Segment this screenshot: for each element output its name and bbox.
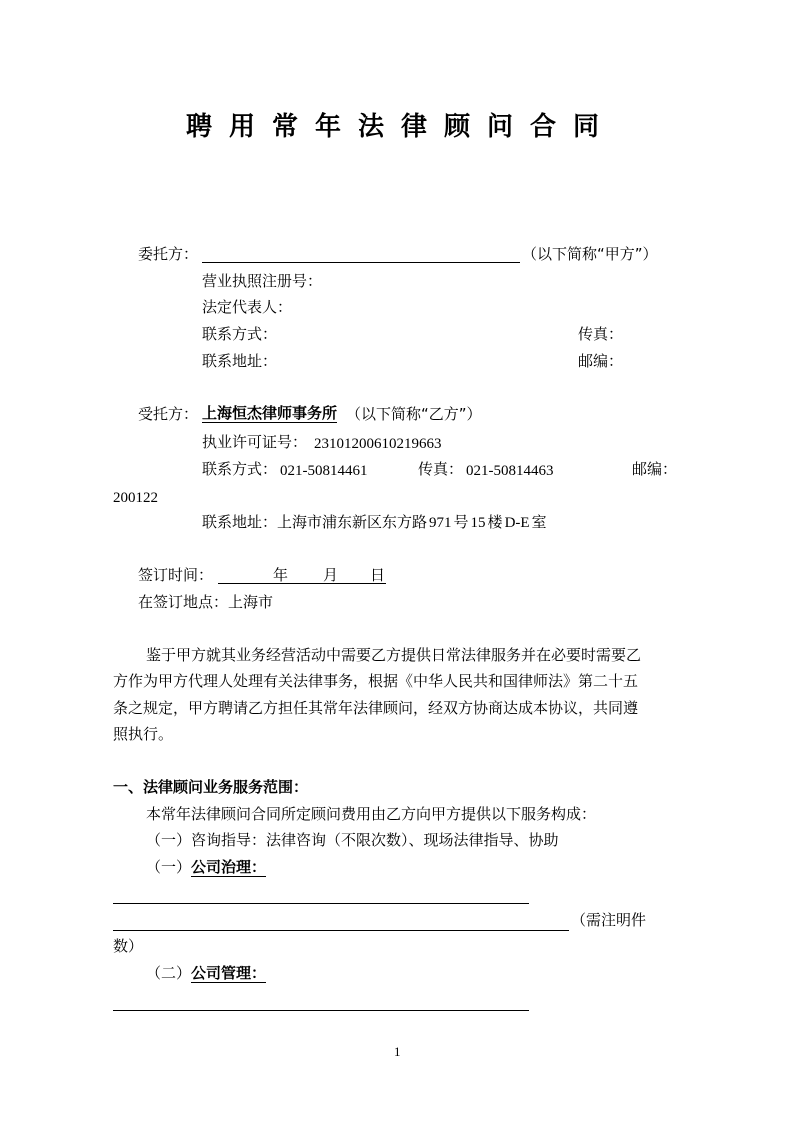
party-b-address-part: D-E <box>504 515 530 531</box>
blank-line <box>113 903 529 904</box>
party-a-license-label: 营业执照注册号： <box>202 272 323 290</box>
party-a-rep-label: 法定代表人： <box>202 298 293 316</box>
party-b-address-part: 上海市浦东新区东方路 <box>277 513 428 531</box>
party-a-label: 委托方： <box>138 245 199 263</box>
party-b-contact-label: 联系方式： <box>202 460 278 478</box>
signing-year: 年 <box>273 566 289 584</box>
blank-line <box>113 930 569 931</box>
document-title: 聘用常年法律顾问合同 <box>186 112 617 142</box>
governance-title: 公司治理： <box>191 858 267 876</box>
section-1-item-management <box>146 964 266 982</box>
governance-prefix: （一） <box>146 858 192 876</box>
party-a-contact-label: 联系方式： <box>202 325 278 343</box>
party-b-address-label: 联系地址： <box>202 513 278 531</box>
party-b-zip-value: 200122 <box>113 490 158 506</box>
intro-line: 鉴于甲方就其业务经营活动中需要乙方提供日常法律服务并在必要时需要乙 <box>146 646 642 664</box>
intro-line: 照执行。 <box>113 725 174 743</box>
party-b-address <box>202 513 547 532</box>
party-a-suffix: （以下简称“甲方”） <box>522 245 658 263</box>
management-title: 公司管理： <box>191 964 267 982</box>
party-b-fax-label: 传真： <box>418 460 464 478</box>
party-b-name: 上海恒杰律师事务所 <box>202 404 338 422</box>
section-1-intro: 本常年法律顾问合同所定顾问费用由乙方向甲方提供以下服务构成： <box>146 805 597 823</box>
party-b-license-value: 23101200610219663 <box>314 436 442 452</box>
signing-month: 月 <box>323 566 339 584</box>
party-b-suffix: （以下简称“乙方”） <box>346 405 482 423</box>
party-a-zip-label: 邮编： <box>578 352 624 370</box>
blank-line <box>113 1010 529 1011</box>
section-1-heading: 一、法律顾问业务服务范围： <box>113 778 309 796</box>
party-b-fax-value: 021-50814463 <box>466 463 554 479</box>
party-b-address-part: 室 <box>531 513 547 531</box>
party-b-zip-label: 邮编： <box>632 460 678 478</box>
section-1-item-consult: （一）咨询指导：法律咨询（不限次数）、现场法律指导、协助 <box>146 831 559 849</box>
signing-date-blank <box>218 583 386 584</box>
management-prefix: （二） <box>146 964 192 982</box>
intro-line: 条之规定，甲方聘请乙方担任其常年法律顾问，经双方协商达成本协议，共同遵 <box>113 699 639 717</box>
signing-time-label: 签订时间： <box>138 566 214 584</box>
section-1-item-governance <box>146 858 266 876</box>
party-b-address-part: 号 <box>453 513 469 531</box>
section-1-note: （需注明件 <box>571 911 647 929</box>
party-b-address-part: 15 <box>470 515 486 531</box>
page-number: 1 <box>394 1044 401 1059</box>
signing-day: 日 <box>370 566 386 584</box>
party-b-license-label: 执业许可证号： <box>202 433 308 451</box>
party-b-contact-value: 021-50814461 <box>280 463 368 479</box>
signing-place: 在签订地点：上海市 <box>138 593 274 611</box>
section-1-note-cont: 数） <box>113 937 144 955</box>
party-b-label: 受托方： <box>138 405 199 423</box>
party-a-fax-label: 传真： <box>578 325 624 343</box>
party-a-name-blank <box>202 262 520 263</box>
party-b-address-part: 971 <box>429 515 452 531</box>
party-a-address-label: 联系地址： <box>202 352 278 370</box>
party-b-address-part: 楼 <box>487 513 503 531</box>
intro-line: 方作为甲方代理人处理有关法律事务，根据《中华人民共和国律师法》第二十五 <box>113 672 639 690</box>
